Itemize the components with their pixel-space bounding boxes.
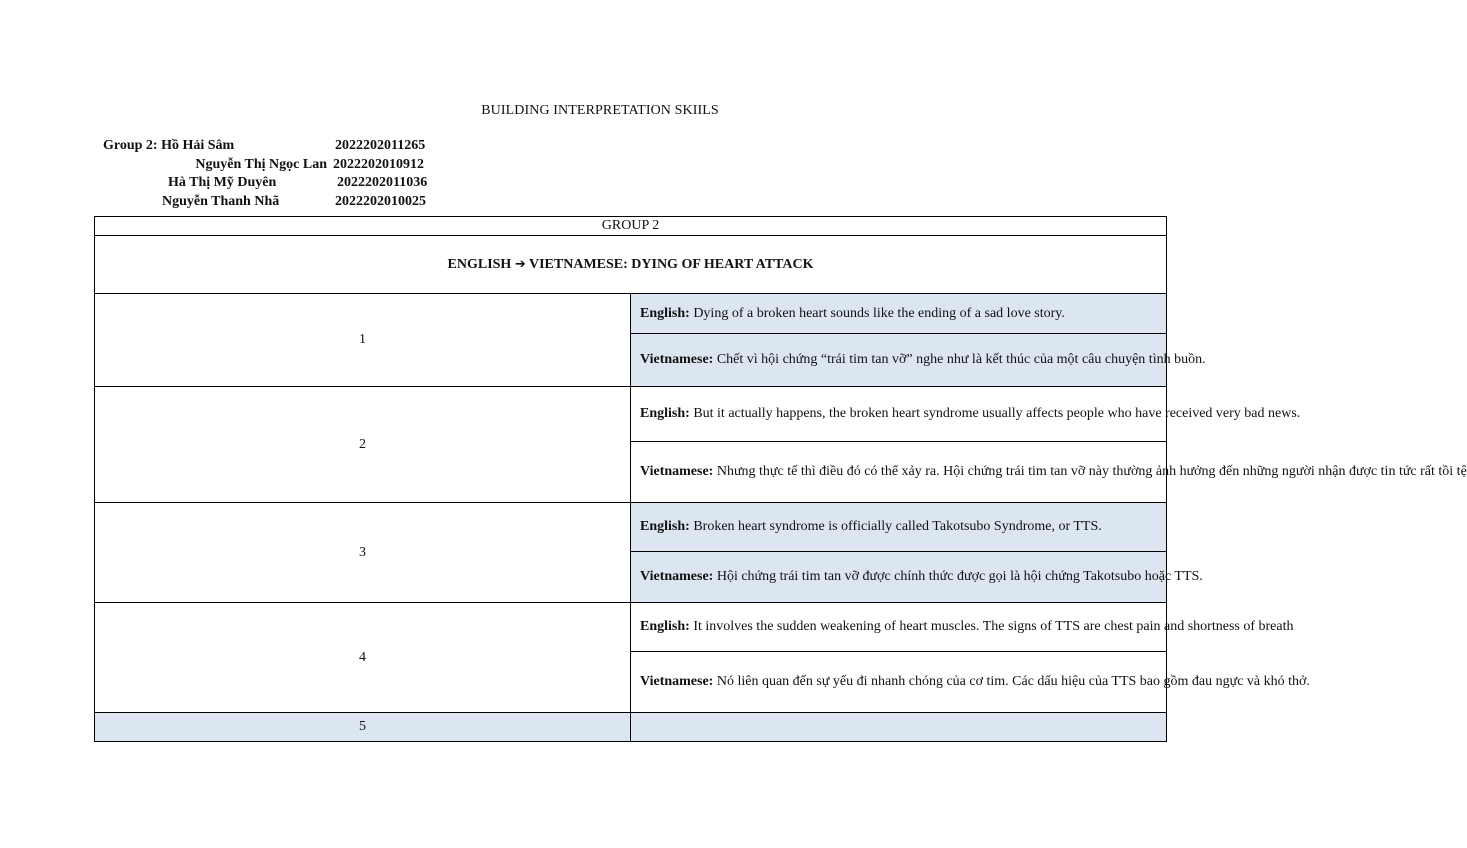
vietnamese-label: Vietnamese: (640, 352, 714, 367)
row-number: 4 (95, 603, 631, 713)
member-id: 2022202011036 (337, 175, 428, 190)
empty-cell (631, 713, 1167, 742)
translation-table (94, 216, 1467, 742)
member-name: Nguyễn Thanh Nhã (162, 193, 280, 209)
document-title: BUILDING INTERPRETATION SKIILS (481, 103, 719, 118)
english-cell (631, 603, 1294, 652)
english-text: It involves the sudden weakening of heart muscles. The signs of TTS are chest pain and shortness of breath (689, 619, 1294, 634)
subtitle-left: ENGLISH (447, 256, 512, 272)
vietnamese-text: Nó liên quan đến sự yếu đi nhanh chóng của cơ tim. Các dấu hiệu của TTS bao gồm đau ngực và khó thở. (713, 674, 1310, 689)
row-number: 5 (95, 713, 631, 742)
vietnamese-label: Vietnamese: (640, 674, 714, 689)
subtitle-right: VIETNAMESE: DYING OF HEART ATTACK (528, 256, 814, 272)
vietnamese-text: Chết vì hội chứng “trái tim tan vỡ” nghe như là kết thúc của một câu chuyện tình buồn. (713, 352, 1206, 367)
member-row (103, 137, 427, 156)
english-text: Broken heart syndrome is officially called Takotsubo Syndrome, or TTS. (689, 519, 1102, 534)
english-label: English: (640, 619, 690, 634)
english-label: English: (640, 305, 690, 321)
table-row (95, 713, 1167, 742)
member-row (103, 174, 427, 193)
english-text: Dying of a broken heart sounds like the ending of a sad love story. (689, 305, 1065, 321)
vietnamese-label: Vietnamese: (640, 569, 714, 584)
english-label: English: (640, 406, 690, 421)
member-id: 2022202011265 (335, 138, 426, 153)
member-row (103, 156, 427, 175)
english-cell (631, 294, 1167, 334)
table-row (95, 603, 1167, 652)
row-number: 3 (95, 503, 631, 603)
member-id: 2022202010025 (335, 193, 426, 209)
english-text: But it actually happens, the broken heart syndrome usually affects people who have received very bad news. (689, 406, 1301, 421)
group-header: GROUP 2 (95, 217, 1167, 236)
group-prefix: Group 2: (103, 138, 162, 153)
table-subtitle-row (95, 236, 1167, 294)
member-name: Hồ Hải Sâm (161, 138, 235, 153)
member-id: 2022202010912 (333, 156, 424, 172)
member-name: Hà Thị Mỹ Duyên (168, 175, 277, 190)
table-subtitle (95, 236, 1167, 294)
vietnamese-label: Vietnamese: (640, 464, 714, 479)
vietnamese-cell (631, 552, 1203, 603)
member-name: Nguyễn Thị Ngọc Lan (195, 156, 327, 172)
vietnamese-text: Hội chứng trái tim tan vỡ được chính thức được gọi là hội chứng Takotsubo hoặc TTS. (713, 569, 1203, 584)
vietnamese-cell (631, 442, 1467, 503)
row-number: 2 (95, 387, 631, 503)
vietnamese-cell (631, 334, 1206, 387)
arrow-right-icon: ➔ (514, 256, 526, 272)
group-members (103, 137, 427, 211)
member-row (103, 193, 427, 212)
english-label: English: (640, 519, 690, 534)
english-cell (631, 503, 1167, 552)
vietnamese-cell (631, 652, 1310, 713)
row-number: 1 (95, 294, 631, 387)
vietnamese-text: Nhưng thực tế thì điều đó có thể xảy ra. Hội chứng trái tim tan vỡ này thường ảnh hưởng đến những người nhận được tin tức rất tồi tệ (713, 464, 1467, 479)
english-cell (631, 387, 1301, 442)
table-row (95, 503, 1167, 552)
table-header-row (95, 217, 1167, 236)
member-name-1 (103, 137, 335, 156)
table-row (95, 294, 1167, 334)
table-row (95, 387, 1167, 442)
